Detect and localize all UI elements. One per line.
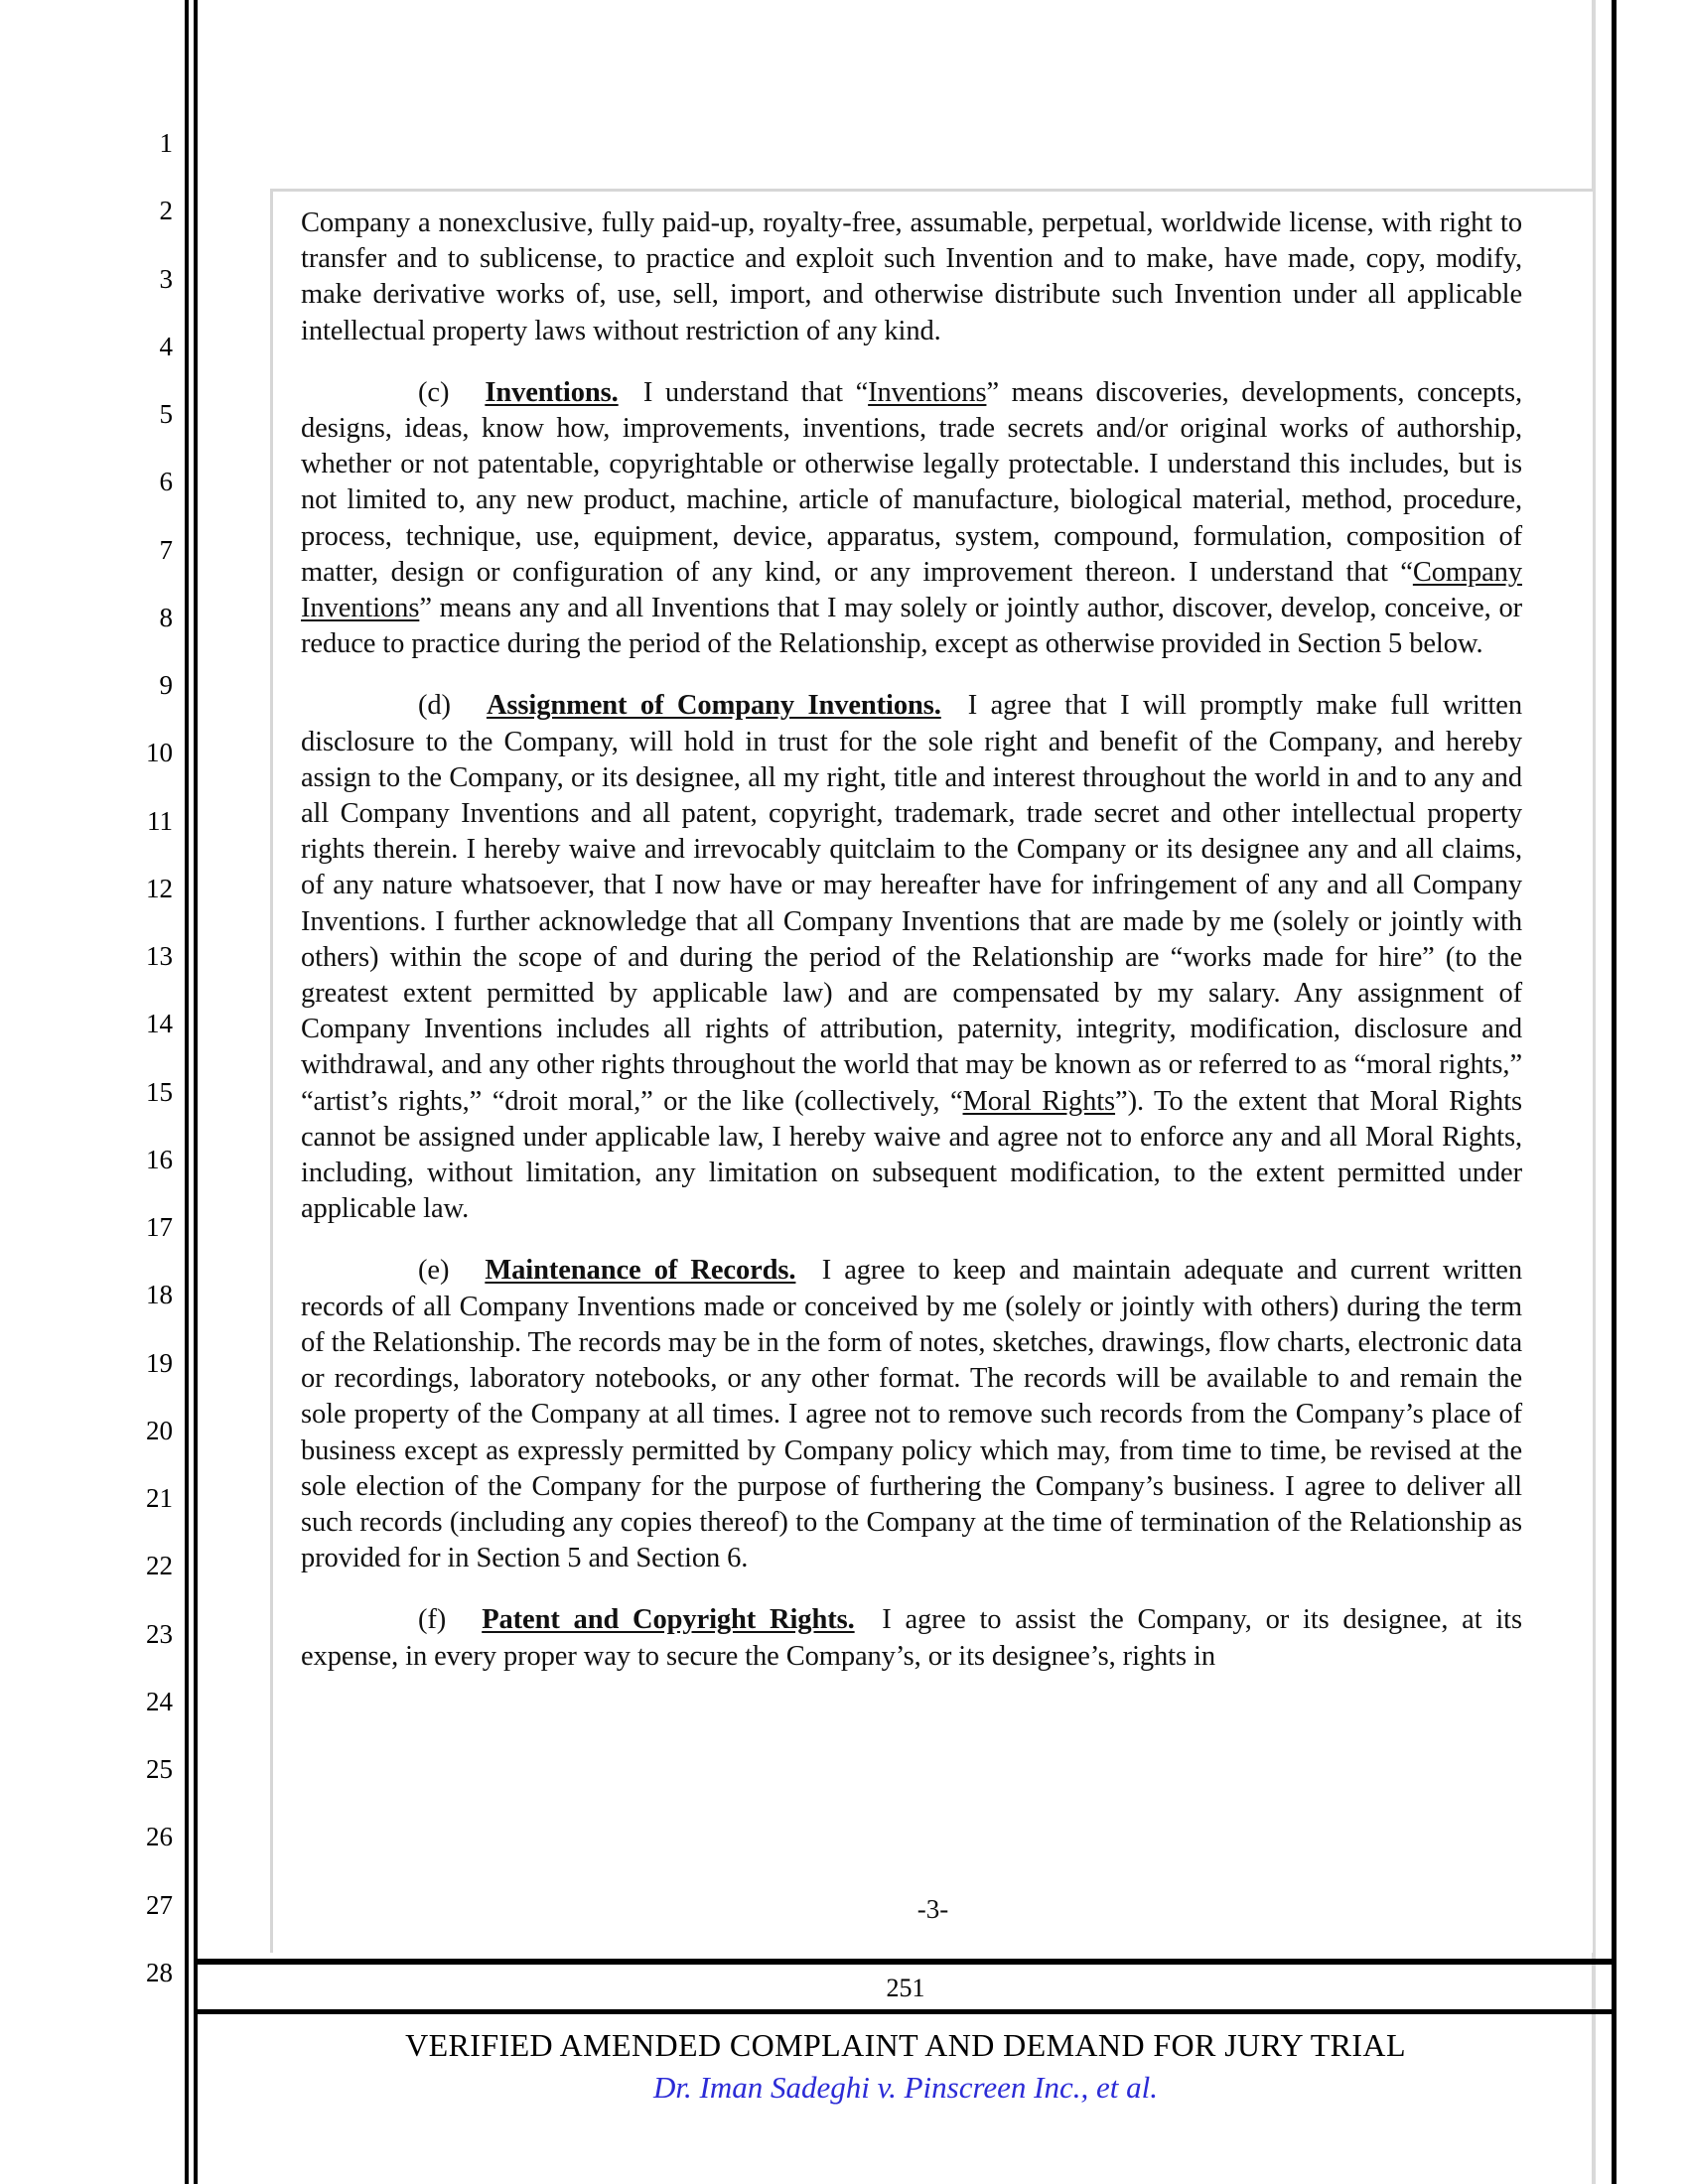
paragraph-text: I agree to keep and maintain adequate and current written records of all Company Inventions made or conceived by me (solely or jointly with others) during the term of the Relationship. The records may be in the form of notes, sketches, drawings, flow charts, electronic data or recordings, laboratory notebooks, or any other format. The records will be available to and remain the sole property of the Company at all times. I agree not to remove such records from the Company’s place of business except as expressly permitted by Company policy which may, from time to time, be revised at the sole election of the Company for the purpose of furthering the Company’s business. I agree to deliver all such records (including any copies thereof) to the Company at the time of termination of the Relationship as provided for in Section 5 and Section 6. xyxy=(301,1255,1522,1574)
line-number: 27 xyxy=(146,1889,173,1920)
line-number: 21 xyxy=(146,1483,173,1513)
line-number-gutter xyxy=(119,130,175,1986)
line-number: 25 xyxy=(146,1754,173,1784)
line-number: 7 xyxy=(159,534,173,565)
pleading-footer xyxy=(198,1959,1614,2106)
line-number: 3 xyxy=(159,263,173,294)
line-number: 6 xyxy=(159,467,173,497)
paragraph-text-part-3: ” means any and all Inventions that I may solely or jointly author, discover, develop, conceive, or reduce to practice during the period of the Relationship, except as otherwise provided in Section 5 below. xyxy=(301,593,1522,660)
subsection-label: (e) xyxy=(418,1255,450,1287)
line-number: 17 xyxy=(146,1212,173,1242)
subsection-label: (d) xyxy=(418,690,451,722)
paragraph-assignment xyxy=(301,688,1522,1227)
left-margin-rule-outer xyxy=(185,0,189,2184)
paragraph-continuation xyxy=(301,205,1522,349)
line-number: 5 xyxy=(159,399,173,429)
line-number: 4 xyxy=(159,331,173,361)
line-number: 8 xyxy=(159,602,173,632)
defined-term-inventions: Inventions xyxy=(868,376,987,408)
subsection-heading: Maintenance of Records. xyxy=(485,1255,796,1287)
subsection-heading: Assignment of Company Inventions. xyxy=(486,690,941,722)
bates-number: 251 xyxy=(886,1974,925,2002)
subsection-label: (f) xyxy=(418,1604,447,1636)
line-number: 22 xyxy=(146,1551,173,1581)
line-number: 19 xyxy=(146,1347,173,1378)
line-number: 9 xyxy=(159,670,173,700)
subsection-heading: Patent and Copyright Rights. xyxy=(482,1604,855,1636)
document-page-card xyxy=(270,189,1593,1953)
paragraph-text: Company a nonexclusive, fully paid-up, royalty-free, assumable, perpetual, worldwide license, with right to transfer and to sublicense, to practice and exploit such Invention and to make, have made, copy, modify, make derivative works of, use, sell, import, and otherwise distribute such Invention under all applicable intellectual property laws without restriction of any kind. xyxy=(301,207,1522,346)
document-body xyxy=(301,205,1522,1675)
line-number: 12 xyxy=(146,873,173,903)
left-margin-rule-inner xyxy=(194,0,198,2184)
paragraph-text: I agree to assist the Company, or its designee, at its expense, in every proper way to secure the Company’s, or its designee’s, rights in xyxy=(301,1604,1522,1672)
line-number: 23 xyxy=(146,1618,173,1649)
line-number: 15 xyxy=(146,1076,173,1107)
line-number: 2 xyxy=(159,196,173,226)
line-number: 13 xyxy=(146,941,173,971)
line-number: 1 xyxy=(159,128,173,158)
line-number: 18 xyxy=(146,1280,173,1310)
footer-title: VERIFIED AMENDED COMPLAINT AND DEMAND FOR JURY TRIAL xyxy=(405,2027,1406,2063)
line-number: 28 xyxy=(146,1957,173,1987)
line-number: 24 xyxy=(146,1686,173,1716)
paragraph-text-part-2: ” means discoveries, developments, concepts, designs, ideas, know how, improvements, inventions, trade secrets and/or original works of authorship, whether or not patentable, copyrightable or otherwise legally protectable. I understand this includes, but is not limited to, any new product, machine, article of manufacture, biological material, method, procedure, process, technique, use, equipment, device, apparatus, system, compound, formulation, composition of matter, design or configuration of any kind, or any improvement thereon. I understand that “ xyxy=(301,376,1522,588)
paragraph-text-part-2: ”). To the extent that Moral Rights cannot be assigned under applicable law, I hereby waive and agree not to enforce any and all Moral Rights, including, without limitation, any limitation on subsequent modification, to the extent permitted under applicable law. xyxy=(301,1085,1522,1225)
line-number: 10 xyxy=(146,738,173,768)
line-number: 14 xyxy=(146,1009,173,1039)
defined-term-moral-rights: Moral Rights xyxy=(962,1085,1116,1117)
line-number: 11 xyxy=(147,805,173,836)
footer-case-caption: Dr. Iman Sadeghi v. Pinscreen Inc., et al. xyxy=(653,2070,1158,2105)
subsection-label: (c) xyxy=(418,376,450,408)
line-number: 20 xyxy=(146,1415,173,1445)
paragraph-maintenance xyxy=(301,1253,1522,1576)
subsection-heading: Inventions. xyxy=(485,376,619,408)
paragraph-text-part-1: I understand that “ xyxy=(642,376,869,408)
paragraph-text-part-1: I agree that I will promptly make full written disclosure to the Company, will hold in trust for the sole right and benefit of the Company, and hereby assign to the Company, or its designee, all my right, title and interest throughout the world in and to any and all Company Inventions and all patent, copyright, trademark, trade secret and other intellectual property rights therein. I hereby waive and irrevocably quitclaim to the Company or its designee any and all claims, of any nature whatsoever, that I now have or may hereafter have for infringement of any and all Company Inventions. I further acknowledge that all Company Inventions that are made by me (solely or jointly with others) within the scope of and during the period of the Relationship are “works made for hire” (to the greatest extent permitted by applicable law) and are compensated by my salary. Any assignment of Company Inventions includes all rights of attribution, paternity, integrity, modification, disclosure and withdrawal, and any other rights throughout the world that may be known as or referred to as “moral rights,” “artist’s rights,” “droit moral,” or the like (collectively, “ xyxy=(301,690,1522,1117)
paragraph-inventions xyxy=(301,375,1522,663)
paragraph-patent-copyright xyxy=(301,1602,1522,1674)
line-number: 26 xyxy=(146,1822,173,1852)
defined-term-company-inventions: Company Inventions xyxy=(301,556,1522,624)
line-number: 16 xyxy=(146,1144,173,1174)
right-margin-rule-outer xyxy=(1612,0,1617,2184)
document-page-number: -3- xyxy=(916,1894,949,1924)
